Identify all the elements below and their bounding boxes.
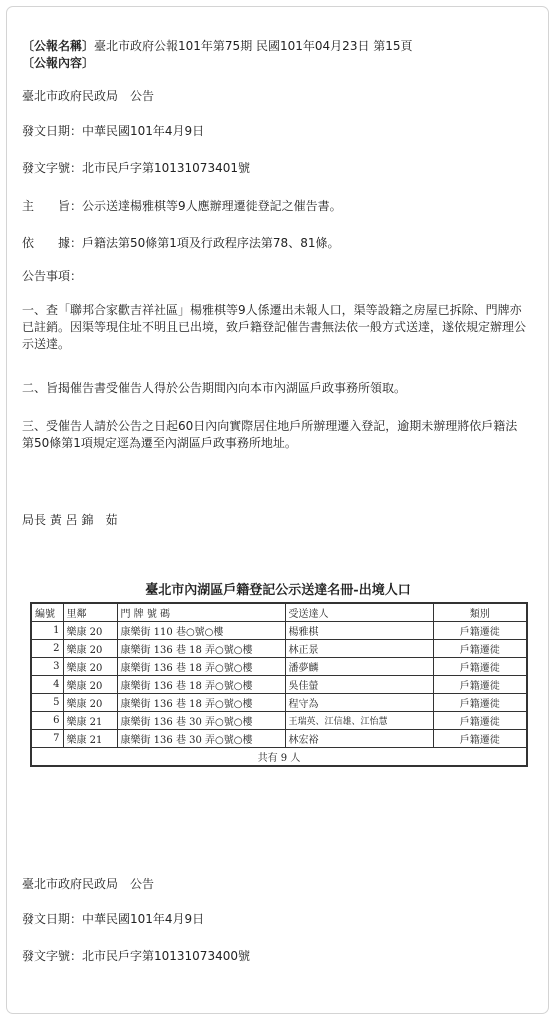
table-row bbox=[31, 676, 527, 694]
notice2-issuer: 臺北市政府民政局 公告 bbox=[22, 877, 155, 891]
notice1-issuer: 臺北市政府民政局 公告 bbox=[22, 89, 155, 103]
notice2-date: 發文日期：中華民國101年4月9日 bbox=[22, 912, 205, 926]
register-table-block bbox=[30, 582, 526, 767]
cell-index: 1 bbox=[31, 622, 63, 640]
cell-recipient: 潘夢麟 bbox=[285, 658, 433, 676]
cell-address: 康樂街 136 巷 30 弄○號○樓 bbox=[117, 730, 285, 748]
notice1-item-1: 一、查「聯邦合家歡吉祥社區」楊雅棋等9人係遷出未報人口，渠等設籍之房屋已拆除、門牌亦已註銷。因渠等現住址不明且已出境，致戶籍登記催告書無法依一般方式送達，遂依規定辦理公示送達。 bbox=[22, 303, 527, 351]
cell-recipient: 林正景 bbox=[285, 640, 433, 658]
notice1-items-heading: 公告事項： bbox=[22, 269, 83, 283]
header-index: 編號 bbox=[31, 603, 63, 622]
cell-index: 6 bbox=[31, 712, 63, 730]
table-row bbox=[31, 640, 527, 658]
table-row bbox=[31, 712, 527, 730]
cell-address: 康樂街 110 巷○號○樓 bbox=[117, 622, 285, 640]
cell-recipient: 吳佳螢 bbox=[285, 676, 433, 694]
cell-village: 樂康 20 bbox=[63, 640, 117, 658]
cell-category: 戶籍遷徙 bbox=[433, 658, 527, 676]
bulletin-name-line bbox=[22, 38, 413, 55]
cell-village: 樂康 20 bbox=[63, 694, 117, 712]
cell-recipient: 楊雅棋 bbox=[285, 622, 433, 640]
notice2-doc-number: 發文字號：北市民戶字第10131073400號 bbox=[22, 949, 250, 963]
notice1-subject bbox=[22, 198, 342, 215]
table-row bbox=[31, 658, 527, 676]
notice1-date: 發文日期：中華民國101年4月9日 bbox=[22, 124, 205, 138]
basis-label: 依 據： bbox=[22, 236, 83, 250]
register-table-title: 臺北市內湖區戶籍登記公示送達名冊-出境人口 bbox=[145, 583, 411, 598]
cell-index: 7 bbox=[31, 730, 63, 748]
cell-village: 樂康 20 bbox=[63, 676, 117, 694]
table-total: 共有 9 人 bbox=[31, 748, 527, 767]
header-recipient: 受送達人 bbox=[285, 603, 433, 622]
cell-category: 戶籍遷徙 bbox=[433, 676, 527, 694]
cell-recipient: 程守為 bbox=[285, 694, 433, 712]
cell-index: 4 bbox=[31, 676, 63, 694]
bulletin-frame bbox=[6, 6, 549, 1014]
cell-address: 康樂街 136 巷 18 弄○號○樓 bbox=[117, 694, 285, 712]
cell-category: 戶籍遷徙 bbox=[433, 712, 527, 730]
notice1-doc-number: 發文字號：北市民戶字第10131073401號 bbox=[22, 161, 250, 175]
cell-index: 3 bbox=[31, 658, 63, 676]
cell-index: 2 bbox=[31, 640, 63, 658]
cell-address: 康樂街 136 巷 18 弄○號○樓 bbox=[117, 676, 285, 694]
cell-category: 戶籍遷徙 bbox=[433, 694, 527, 712]
notice1-item-3: 三、受催告人請於公告之日起60日內向實際居住地戶所辦理遷入登記，逾期未辦理將依戶籍法第50條第1項規定逕為遷至內湖區戶政事務所地址。 bbox=[22, 419, 518, 450]
cell-village: 樂康 20 bbox=[63, 658, 117, 676]
cell-category: 戶籍遷徙 bbox=[433, 622, 527, 640]
table-footer-row bbox=[31, 748, 527, 767]
cell-address: 康樂街 136 巷 30 弄○號○樓 bbox=[117, 712, 285, 730]
table-row bbox=[31, 622, 527, 640]
cell-address: 康樂街 136 巷 18 弄○號○樓 bbox=[117, 658, 285, 676]
cell-village: 樂康 20 bbox=[63, 622, 117, 640]
table-header-row bbox=[31, 603, 527, 622]
header-village: 里鄰 bbox=[63, 603, 117, 622]
notice1-signature: 局長 黃 呂 錦 茹 bbox=[22, 513, 118, 527]
cell-category: 戶籍遷徙 bbox=[433, 640, 527, 658]
bulletin-name-label: 〔公報名稱〕 bbox=[22, 39, 95, 53]
cell-recipient: 王瑞英、江信雄、江怡慧 bbox=[285, 712, 433, 730]
table-row bbox=[31, 694, 527, 712]
cell-recipient: 林宏裕 bbox=[285, 730, 433, 748]
notice1-basis bbox=[22, 235, 339, 252]
bulletin-name-value: 臺北市政府公報101年第75期 民國101年04月23日 第15頁 bbox=[94, 39, 413, 53]
cell-category: 戶籍遷徙 bbox=[433, 730, 527, 748]
bulletin-content-label: 〔公報內容〕 bbox=[22, 56, 95, 70]
subject-text: 公示送達楊雅棋等9人應辦理遷徙登記之催告書。 bbox=[82, 199, 342, 213]
register-table bbox=[30, 602, 528, 767]
table-row bbox=[31, 730, 527, 748]
notice1-item-2: 二、旨揭催告書受催告人得於公告期間內向本市內湖區戶政事務所領取。 bbox=[22, 381, 407, 395]
header-category: 類別 bbox=[433, 603, 527, 622]
header-address: 門 牌 號 碼 bbox=[117, 603, 285, 622]
cell-index: 5 bbox=[31, 694, 63, 712]
subject-label: 主 旨： bbox=[22, 199, 83, 213]
basis-text: 戶籍法第50條第1項及行政程序法第78、81條。 bbox=[82, 236, 340, 250]
cell-address: 康樂街 136 巷 18 弄○號○樓 bbox=[117, 640, 285, 658]
cell-village: 樂康 21 bbox=[63, 712, 117, 730]
cell-village: 樂康 21 bbox=[63, 730, 117, 748]
